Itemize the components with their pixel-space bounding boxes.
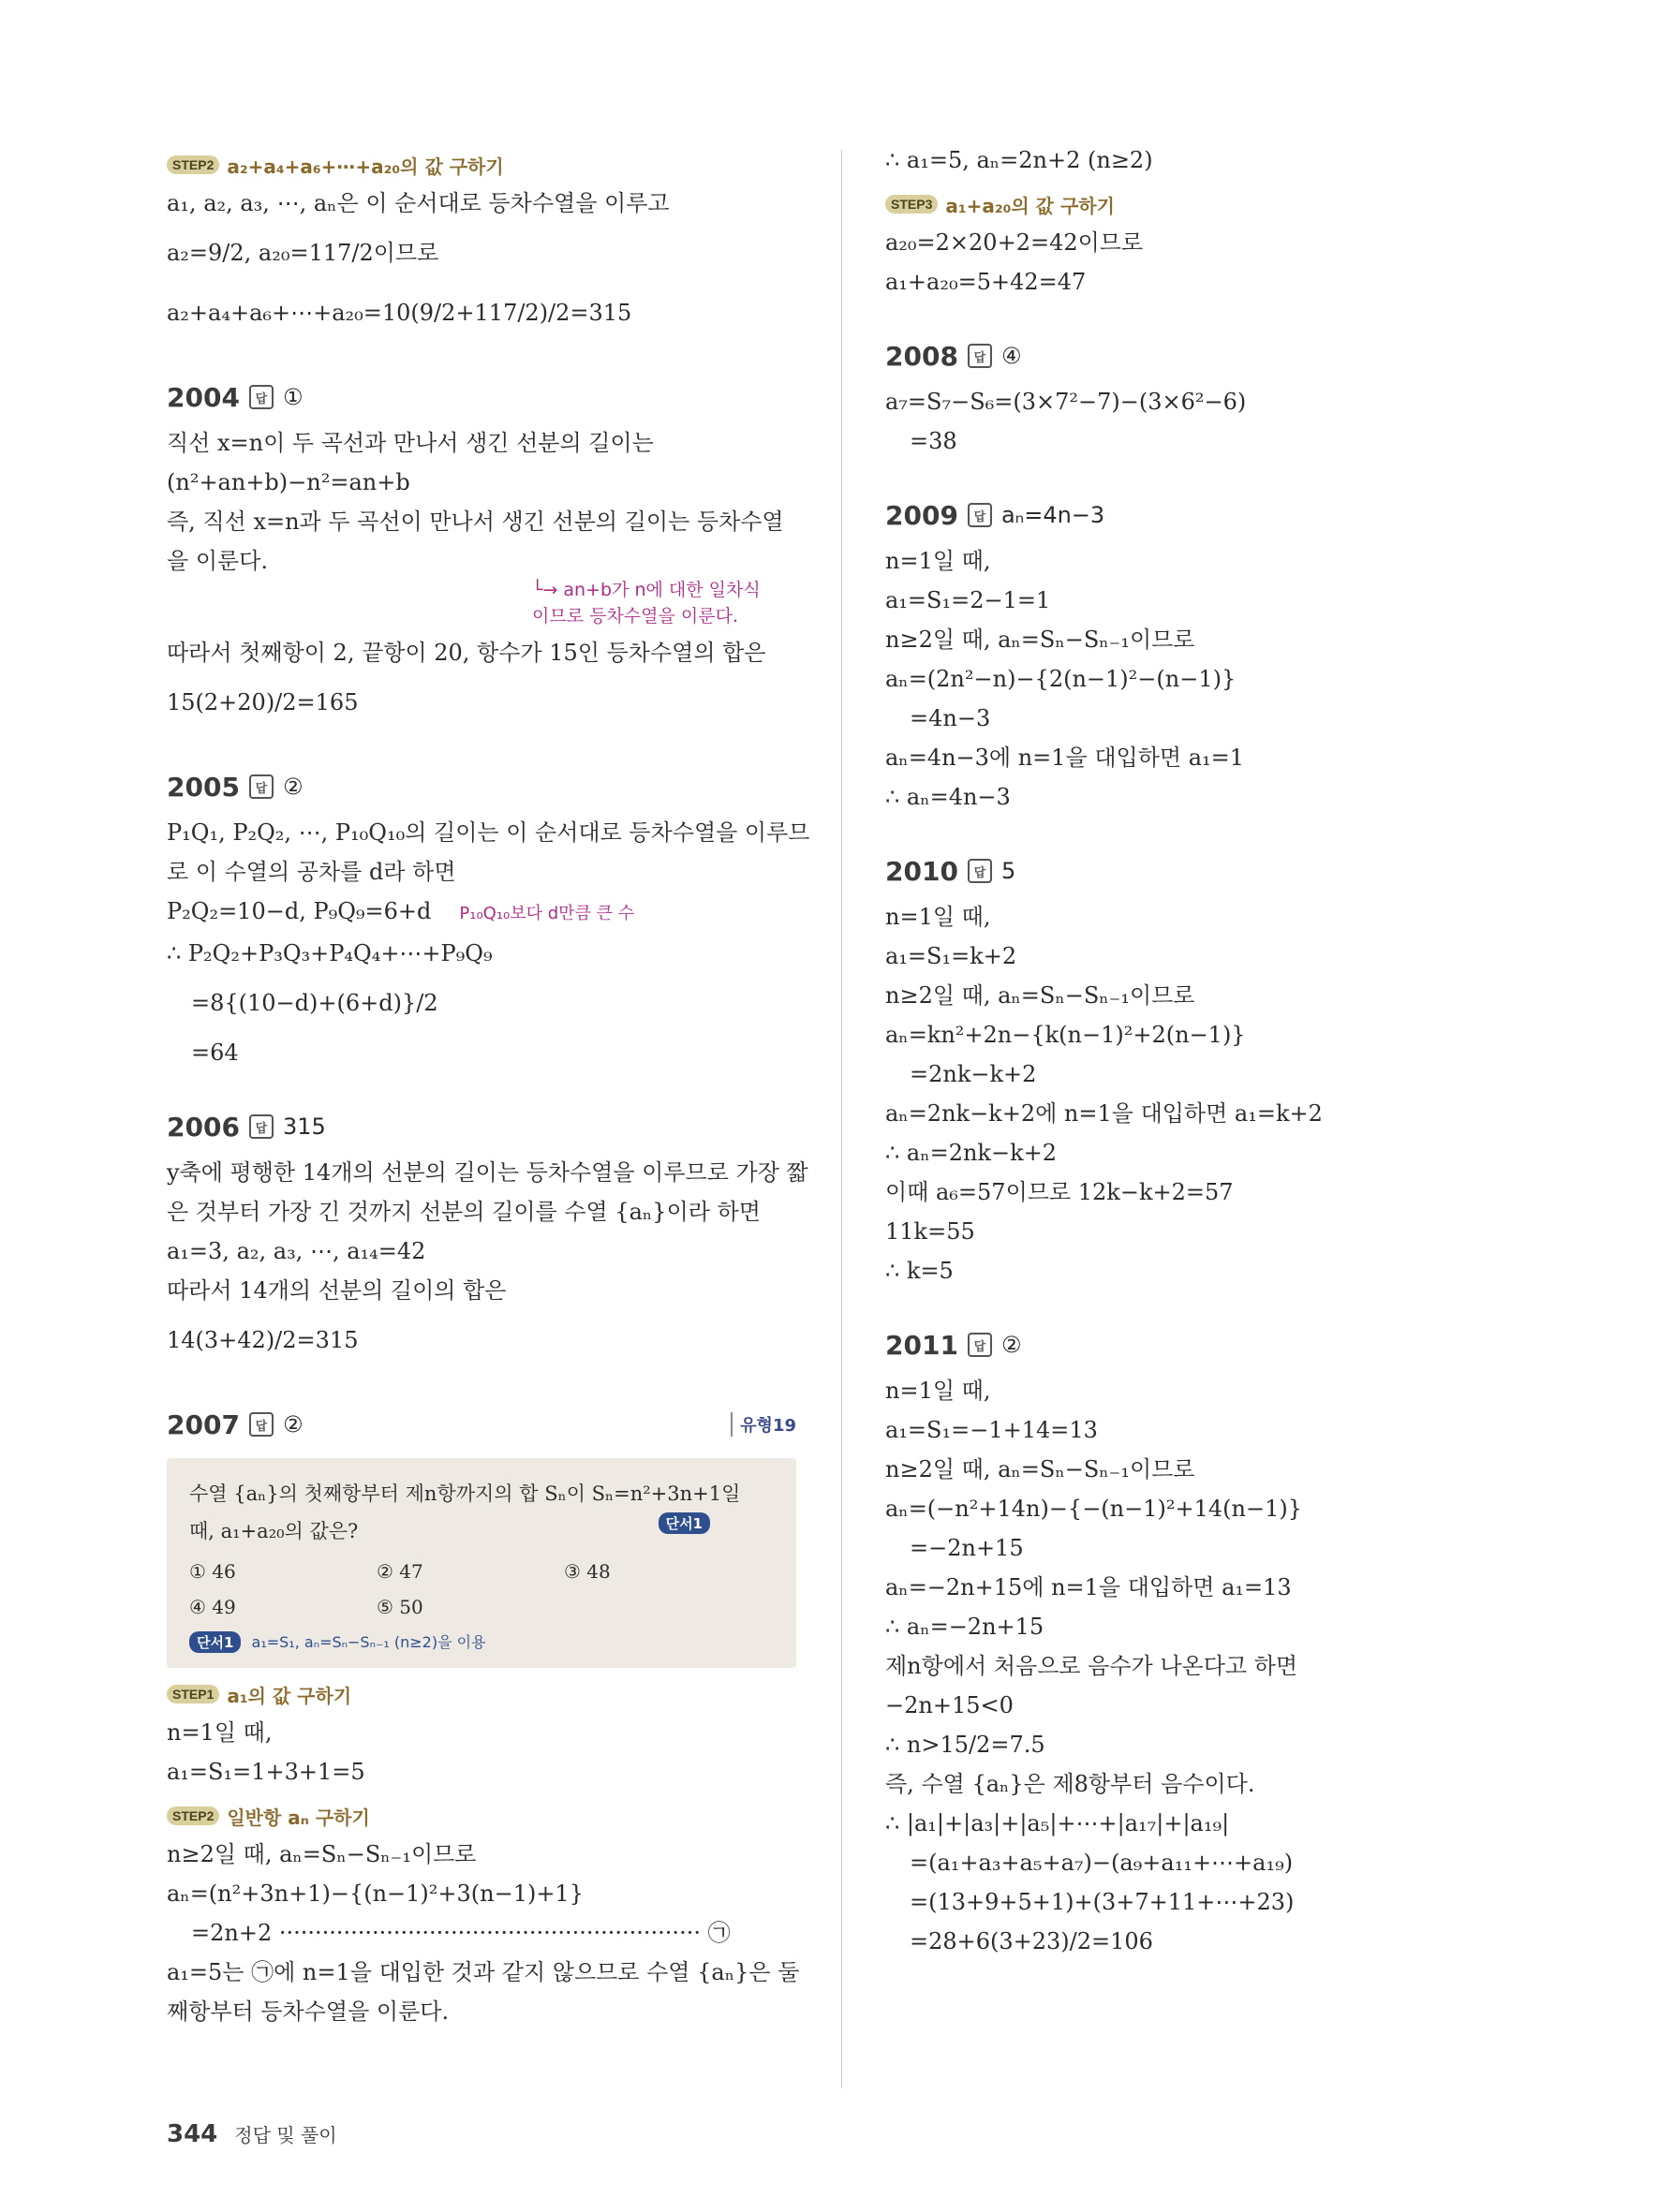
solution-line: n=1일 때, — [885, 904, 991, 930]
solution-line — [167, 892, 796, 934]
solution-line: 즉, 직선 x=n과 두 곡선이 만나서 생긴 선분의 길이는 등차수열 — [167, 509, 784, 535]
solution-line: n≥2일 때, aₙ=Sₙ−Sₙ₋₁이므로 — [885, 1456, 1195, 1482]
solution-line: 11k=55 — [885, 1218, 975, 1245]
choice: ③ 48 — [564, 1560, 611, 1583]
solution-line: aₙ=kn²+2n−{k(n−1)²+2(n−1)} — [885, 1022, 1246, 1048]
step2-header — [167, 1797, 796, 1835]
problem-number: 2008 — [885, 340, 958, 372]
solution-line: =28+6(3+23)/2=106 — [910, 1928, 1153, 1954]
answer-badge: 답 — [249, 385, 274, 409]
problem-header-2004 — [167, 376, 796, 418]
solution-line: aₙ=2nk−k+2에 n=1을 대입하면 a₁=k+2 — [885, 1100, 1323, 1127]
solution-line: n=1일 때, — [885, 1378, 991, 1404]
step-tag: STEP1 — [167, 1685, 219, 1703]
step-title: a₂+a₄+a₆+⋯+a₂₀의 값 구하기 — [227, 155, 504, 178]
solution-line: =8{(10−d)+(6+d)}/2 — [191, 990, 438, 1016]
answer-badge: 답 — [249, 1412, 274, 1437]
solution-line: −2n+15<0 — [885, 1692, 1014, 1718]
problem-number: 2004 — [167, 381, 240, 413]
solution-line: =2n+2 ··························································· ㉠ — [191, 1920, 731, 1946]
solution-line: n≥2일 때, aₙ=Sₙ−Sₙ₋₁이므로 — [885, 627, 1195, 653]
choice: ⑤ 50 — [377, 1596, 423, 1618]
answer-value: ② — [282, 1411, 304, 1438]
solution-line: n=1일 때, — [885, 548, 991, 574]
column-divider — [841, 150, 842, 2088]
hint-tag: 단서1 — [189, 1631, 241, 1653]
hint-row — [189, 1630, 774, 1653]
choice: ① 46 — [189, 1560, 236, 1583]
annotation — [532, 577, 796, 629]
right-column — [885, 140, 1485, 1961]
solution-line: ∴ P₂Q₂+P₃Q₃+P₄Q₄+⋯+P₉Q₉ — [167, 940, 493, 966]
annotation: P₁₀Q₁₀보다 d만큼 큰 수 — [459, 904, 635, 923]
solution-line: 14(3+42)/2=315 — [167, 1327, 359, 1353]
answer-value: ① — [282, 384, 304, 410]
solution-line: 이때 a₆=57이므로 12k−k+2=57 — [885, 1179, 1234, 1205]
problem-box — [167, 1458, 796, 1668]
problem-number: 2010 — [885, 855, 958, 887]
solution-line: 로 이 수열의 공차를 d라 하면 — [167, 859, 456, 885]
solution-line: 째항부터 등차수열을 이룬다. — [167, 1998, 450, 2025]
problem-header-2008 — [885, 335, 1485, 376]
page-number: 344 — [167, 2120, 218, 2148]
solution-line: a₂=9/2, a₂₀=117/2이므로 — [167, 240, 439, 266]
problem-number: 2009 — [885, 499, 958, 531]
answer-choices — [189, 1554, 774, 1625]
solution-line: a₁+a₂₀=5+42=47 — [885, 269, 1087, 295]
solution-line: 은 것부터 가장 긴 것까지 선분의 길이를 수열 {aₙ}이라 하면 — [167, 1199, 761, 1225]
answer-value: ② — [282, 774, 304, 800]
solution-line: ∴ n>15/2=7.5 — [885, 1732, 1045, 1758]
solution-line: a₁, a₂, a₃, ⋯, aₙ은 이 순서대로 등차수열을 이루고 — [167, 190, 670, 216]
problem-header-2006 — [167, 1106, 796, 1147]
answer-value: ④ — [1000, 343, 1022, 369]
step-title: a₁의 값 구하기 — [227, 1684, 352, 1707]
answer-badge: 답 — [968, 859, 992, 883]
problem-number: 2007 — [167, 1408, 240, 1440]
solution-line: a₇=S₇−S₆=(3×7²−7)−(3×6²−6) — [885, 389, 1247, 415]
problem-text: 수열 {aₙ}의 첫째항부터 제n항까지의 합 Sₙ이 Sₙ=n²+3n+1일 — [189, 1482, 741, 1505]
problem-text: 때, a₁+a₂₀의 값은? — [189, 1520, 359, 1542]
solution-line: aₙ=−2n+15에 n=1을 대입하면 a₁=13 — [885, 1574, 1292, 1600]
answer-badge: 답 — [968, 1333, 992, 1357]
problem-header-2010 — [885, 850, 1485, 892]
answer-badge: 답 — [968, 344, 992, 368]
solution-line: aₙ=(2n²−n)−{2(n−1)²−(n−1)} — [885, 666, 1237, 692]
solution-text: P₂Q₂=10−d, P₉Q₉=6+d — [167, 898, 432, 924]
problem-number: 2005 — [167, 771, 240, 803]
solution-line: 즉, 수열 {aₙ}은 제8항부터 음수이다. — [885, 1771, 1255, 1797]
solution-line: a₂₀=2×20+2=42이므로 — [885, 229, 1144, 256]
solution-line: ∴ aₙ=−2n+15 — [885, 1614, 1044, 1640]
solution-line: =4n−3 — [910, 705, 991, 731]
solution-line: (n²+an+b)−n²=an+b — [167, 469, 410, 495]
step-title: 일반항 aₙ 구하기 — [227, 1806, 370, 1829]
problem-header-2011 — [885, 1324, 1485, 1365]
solution-line: a₁=S₁=−1+14=13 — [885, 1417, 1098, 1443]
solution-line: 따라서 첫째항이 2, 끝항이 20, 항수가 15인 등차수열의 합은 — [167, 640, 766, 666]
choice: ④ 49 — [189, 1596, 236, 1618]
page-footer — [167, 2120, 337, 2148]
solution-line: aₙ=(n²+3n+1)−{(n−1)²+3(n−1)+1} — [167, 1880, 584, 1907]
answer-value: 5 — [1000, 858, 1016, 884]
choice: ② 47 — [377, 1560, 423, 1583]
solution-line: P₁Q₁, P₂Q₂, ⋯, P₁₀Q₁₀의 길이는 이 순서대로 등차수열을 이루므 — [167, 819, 810, 846]
problem-header-2005 — [167, 766, 796, 807]
answer-badge: 답 — [249, 1114, 274, 1139]
solution-line: a₁=S₁=1+3+1=5 — [167, 1759, 365, 1785]
solution-line: aₙ=(−n²+14n)−{−(n−1)²+14(n−1)} — [885, 1496, 1302, 1522]
solution-line: aₙ=4n−3에 n=1을 대입하면 a₁=1 — [885, 745, 1245, 771]
solution-line: n≥2일 때, aₙ=Sₙ−Sₙ₋₁이므로 — [167, 1841, 477, 1867]
solution-line: ∴ aₙ=4n−3 — [885, 784, 1011, 810]
solution-line: =64 — [191, 1040, 239, 1066]
answer-badge: 답 — [249, 774, 274, 799]
solution-line: 제n항에서 처음으로 음수가 나온다고 하면 — [885, 1653, 1298, 1679]
left-column — [167, 140, 810, 2031]
solution-line: ∴ |a₁|+|a₃|+|a₅|+⋯+|a₁₇|+|a₁₉| — [885, 1810, 1230, 1836]
solution-line: ∴ k=5 — [885, 1258, 954, 1284]
type-tag: 유형19 — [731, 1412, 796, 1437]
problem-header-2009 — [885, 494, 1485, 536]
annotation-line: 이므로 등차수열을 이룬다. — [532, 606, 739, 627]
solution-line: 15(2+20)/2=165 — [167, 689, 359, 715]
solution-line: =38 — [910, 428, 957, 454]
step-title: a₁+a₂₀의 값 구하기 — [945, 194, 1115, 217]
answer-value: 315 — [282, 1113, 326, 1140]
step2-header — [167, 146, 796, 184]
problem-header-2007 — [167, 1404, 796, 1445]
solution-line: a₁=S₁=k+2 — [885, 943, 1017, 969]
solution-line: 따라서 14개의 선분의 길이의 합은 — [167, 1277, 507, 1304]
solution-line: n≥2일 때, aₙ=Sₙ−Sₙ₋₁이므로 — [885, 982, 1195, 1009]
solution-line: 직선 x=n이 두 곡선과 만나서 생긴 선분의 길이는 — [167, 430, 654, 456]
solution-line: y축에 평행한 14개의 선분의 길이는 등차수열을 이루므로 가장 짧 — [167, 1159, 808, 1186]
step-tag: STEP3 — [885, 195, 938, 214]
problem-number: 2006 — [167, 1111, 240, 1143]
solution-line: ∴ a₁=5, aₙ=2n+2 (n≥2) — [885, 147, 1153, 173]
solution-line: 을 이룬다. — [167, 548, 268, 574]
step1-header — [167, 1675, 796, 1713]
step3-header — [885, 185, 1485, 223]
step-tag: STEP2 — [167, 1806, 219, 1825]
solution-line: =(a₁+a₃+a₅+a₇)−(a₉+a₁₁+⋯+a₁₉) — [910, 1850, 1294, 1876]
solution-line: =−2n+15 — [910, 1535, 1024, 1561]
solution-line: n=1일 때, — [167, 1719, 273, 1746]
solution-line: a₂+a₄+a₆+⋯+a₂₀=10(9/2+117/2)/2=315 — [167, 300, 632, 326]
solution-line: ∴ aₙ=2nk−k+2 — [885, 1140, 1057, 1166]
answer-value: ② — [1000, 1332, 1022, 1358]
solution-line: =(13+9+5+1)+(3+7+11+⋯+23) — [910, 1889, 1295, 1915]
footer-title: 정답 및 풀이 — [234, 2124, 337, 2146]
solution-line: a₁=3, a₂, a₃, ⋯, a₁₄=42 — [167, 1238, 426, 1264]
answer-value: aₙ=4n−3 — [1000, 502, 1105, 528]
hint-text: a₁=S₁, aₙ=Sₙ−Sₙ₋₁ (n≥2)을 이용 — [251, 1633, 486, 1651]
problem-number: 2011 — [885, 1329, 958, 1361]
solution-line: =2nk−k+2 — [910, 1061, 1037, 1087]
step-tag: STEP2 — [167, 155, 219, 174]
solution-line: a₁=5는 ㉠에 n=1을 대입한 것과 같지 않으므로 수열 {aₙ}은 둘 — [167, 1959, 800, 1985]
solution-line: a₁=S₁=2−1=1 — [885, 587, 1051, 613]
annotation-line: └→ an+b가 n에 대한 일차식 — [532, 580, 761, 600]
answer-badge: 답 — [968, 503, 992, 527]
hint-tag: 단서1 — [659, 1512, 710, 1534]
